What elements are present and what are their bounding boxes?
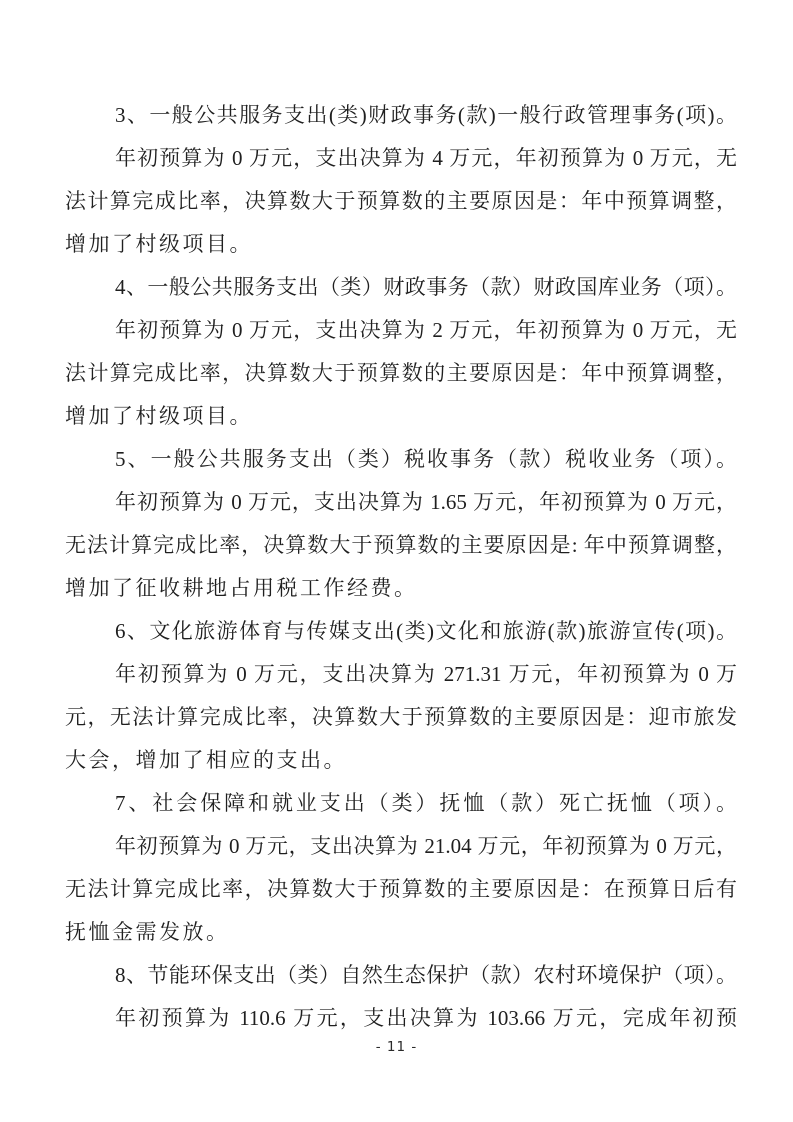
- text-line: 年初预算为 0 万元，支出决算为 2 万元，年初预算为 0 万元，无: [115, 318, 737, 342]
- text-line: 法计算完成比率，决算数大于预算数的主要原因是：年中预算调整，: [65, 189, 737, 213]
- text-line: 年初预算为 0 万元，支出决算为 271.31 万元，年初预算为 0 万: [115, 662, 737, 686]
- text-line: 4、一般公共服务支出（类）财政事务（款）财政国库业务（项）。: [115, 275, 737, 299]
- text-line: 7、社会保障和就业支出（类）抚恤（款）死亡抚恤（项）。: [115, 791, 737, 815]
- text-line: 增加了村级项目。: [65, 232, 253, 256]
- text-line: 年初预算为 0 万元，支出决算为 1.65 万元，年初预算为 0 万元，: [115, 490, 737, 514]
- text-line: 年初预算为 110.6 万元，支出决算为 103.66 万元，完成年初预: [115, 1006, 737, 1030]
- text-line: 年初预算为 0 万元，支出决算为 21.04 万元，年初预算为 0 万元，: [115, 834, 737, 858]
- document-body: [65, 94, 737, 1040]
- text-line: 5、一般公共服务支出（类）税收事务（款）税收业务（项）。: [115, 447, 737, 471]
- page-number: - 11 -: [375, 1039, 418, 1055]
- text-line: 无法计算完成比率，决算数大于预算数的主要原因是: 年中预算调整，: [65, 533, 737, 557]
- text-line: 增加了征收耕地占用税工作经费。: [65, 576, 418, 600]
- text-line: 8、节能环保支出（类）自然生态保护（款）农村环境保护（项）。: [115, 963, 737, 987]
- text-line: 法计算完成比率，决算数大于预算数的主要原因是：年中预算调整，: [65, 361, 737, 385]
- text-line: 年初预算为 0 万元，支出决算为 4 万元，年初预算为 0 万元，无: [115, 146, 737, 170]
- text-line: 6、文化旅游体育与传媒支出(类)文化和旅游(款)旅游宣传(项)。: [115, 619, 737, 643]
- text-line: 大会，增加了相应的支出。: [65, 748, 347, 772]
- text-line: 3、一般公共服务支出(类)财政事务(款)一般行政管理事务(项)。: [115, 103, 737, 127]
- text-line: 无法计算完成比率，决算数大于预算数的主要原因是：在预算日后有: [65, 877, 737, 901]
- text-line: 抚恤金需发放。: [65, 920, 230, 944]
- text-line: 增加了村级项目。: [65, 404, 253, 428]
- text-line: 元，无法计算完成比率，决算数大于预算数的主要原因是：迎市旅发: [65, 705, 737, 729]
